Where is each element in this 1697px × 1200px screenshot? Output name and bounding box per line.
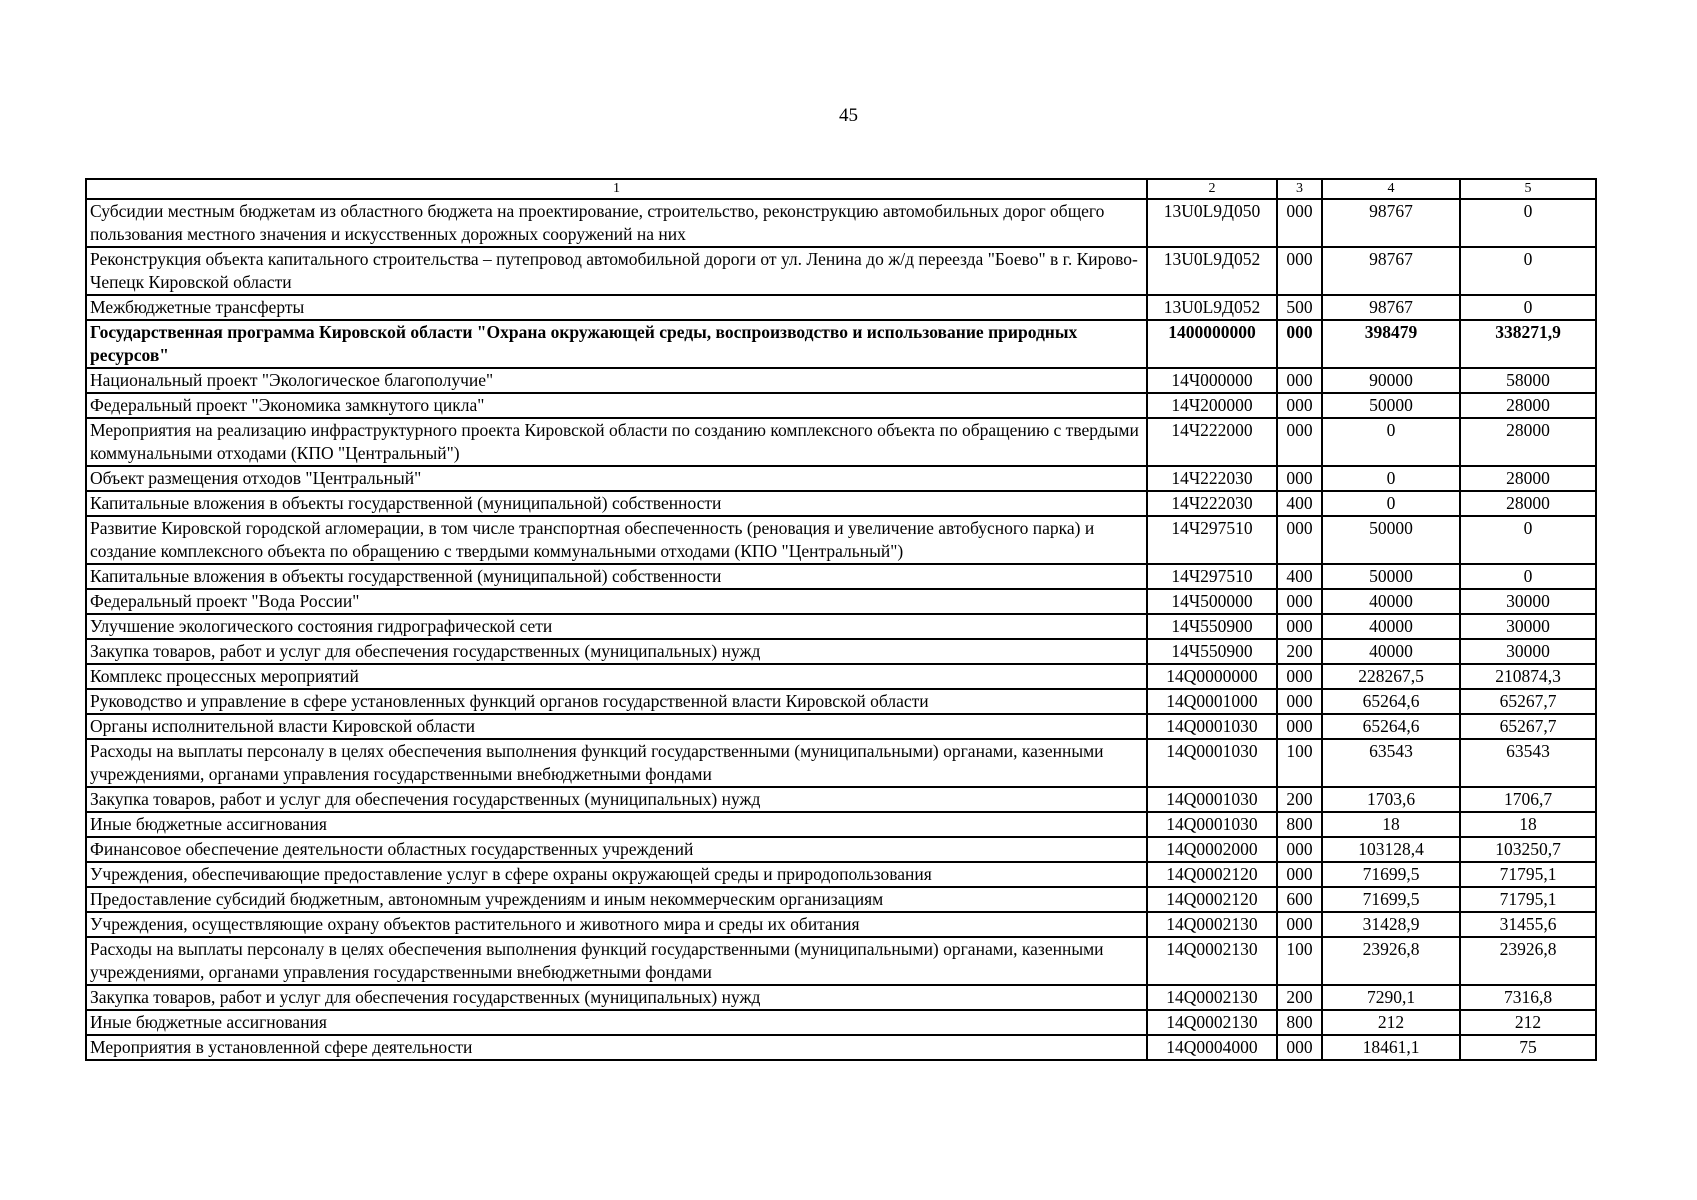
row-amount-col5-cell: 212 [1460, 1010, 1596, 1035]
row-name-cell: Комплекс процессных мероприятий [86, 664, 1147, 689]
row-name-cell: Межбюджетные трансферты [86, 295, 1147, 320]
row-amount-col5-cell: 0 [1460, 295, 1596, 320]
row-expense-type-cell: 000 [1277, 516, 1322, 564]
table-row [86, 862, 1596, 887]
row-amount-col5-cell: 7316,8 [1460, 985, 1596, 1010]
row-amount-col5-cell: 30000 [1460, 639, 1596, 664]
row-code-cell: 14Q0002120 [1147, 887, 1277, 912]
row-expense-type-cell: 100 [1277, 739, 1322, 787]
row-expense-type-cell: 200 [1277, 639, 1322, 664]
row-amount-col5-cell: 71795,1 [1460, 887, 1596, 912]
row-amount-col5-cell: 63543 [1460, 739, 1596, 787]
row-amount-col5-cell: 0 [1460, 564, 1596, 589]
row-expense-type-cell: 000 [1277, 466, 1322, 491]
row-amount-col4-cell: 40000 [1322, 614, 1460, 639]
row-amount-col4-cell: 0 [1322, 491, 1460, 516]
header-col-4: 4 [1322, 179, 1460, 199]
table-row [86, 368, 1596, 393]
row-amount-col4-cell: 98767 [1322, 247, 1460, 295]
row-amount-col5-cell: 0 [1460, 199, 1596, 247]
table-row [86, 1035, 1596, 1060]
row-code-cell: 14Ч000000 [1147, 368, 1277, 393]
table-row [86, 614, 1596, 639]
budget-table [85, 178, 1597, 1061]
row-expense-type-cell: 000 [1277, 418, 1322, 466]
header-col-1: 1 [86, 179, 1147, 199]
table-row [86, 295, 1596, 320]
row-code-cell: 14Ч500000 [1147, 589, 1277, 614]
row-expense-type-cell: 000 [1277, 714, 1322, 739]
row-code-cell: 1400000000 [1147, 320, 1277, 368]
row-code-cell: 14Q0001000 [1147, 689, 1277, 714]
row-name-cell: Государственная программа Кировской области "Охрана окружающей среды, воспроизводство и использование природных ресурсов" [86, 320, 1147, 368]
row-code-cell: 14Ч200000 [1147, 393, 1277, 418]
table-row [86, 564, 1596, 589]
row-expense-type-cell: 000 [1277, 247, 1322, 295]
row-expense-type-cell: 000 [1277, 393, 1322, 418]
row-name-cell: Субсидии местным бюджетам из областного бюджета на проектирование, строительство, реконструкцию автомобильных дорог общего пользования местного значения и искусственных дорожных сооружений на них [86, 199, 1147, 247]
row-code-cell: 14Ч222030 [1147, 491, 1277, 516]
row-name-cell: Расходы на выплаты персоналу в целях обеспечения выполнения функций государственными (муниципальными) органами, казенными учреждениями, органами управления государственными внебюджетными фондами [86, 739, 1147, 787]
row-expense-type-cell: 400 [1277, 564, 1322, 589]
table-row [86, 639, 1596, 664]
row-expense-type-cell: 000 [1277, 1035, 1322, 1060]
row-amount-col4-cell: 18461,1 [1322, 1035, 1460, 1060]
row-name-cell: Расходы на выплаты персоналу в целях обеспечения выполнения функций государственными (муниципальными) органами, казенными учреждениями, органами управления государственными внебюджетными фондами [86, 937, 1147, 985]
table-row [86, 491, 1596, 516]
row-amount-col5-cell: 71795,1 [1460, 862, 1596, 887]
row-code-cell: 14Ч297510 [1147, 564, 1277, 589]
row-code-cell: 14Ч297510 [1147, 516, 1277, 564]
row-amount-col4-cell: 50000 [1322, 516, 1460, 564]
table-row [86, 1010, 1596, 1035]
row-amount-col5-cell: 0 [1460, 516, 1596, 564]
row-amount-col5-cell: 103250,7 [1460, 837, 1596, 862]
row-expense-type-cell: 500 [1277, 295, 1322, 320]
row-amount-col4-cell: 40000 [1322, 589, 1460, 614]
table-row [86, 739, 1596, 787]
table-row [86, 199, 1596, 247]
row-code-cell: 14Ч550900 [1147, 614, 1277, 639]
row-amount-col5-cell: 28000 [1460, 491, 1596, 516]
table-row [86, 664, 1596, 689]
row-amount-col4-cell: 65264,6 [1322, 689, 1460, 714]
row-code-cell: 14Q0002130 [1147, 1010, 1277, 1035]
row-amount-col4-cell: 31428,9 [1322, 912, 1460, 937]
table-row [86, 589, 1596, 614]
row-name-cell: Закупка товаров, работ и услуг для обеспечения государственных (муниципальных) нужд [86, 985, 1147, 1010]
row-expense-type-cell: 400 [1277, 491, 1322, 516]
row-name-cell: Федеральный проект "Вода России" [86, 589, 1147, 614]
table-row [86, 247, 1596, 295]
row-amount-col4-cell: 50000 [1322, 393, 1460, 418]
table-row [86, 985, 1596, 1010]
header-col-3: 3 [1277, 179, 1322, 199]
row-name-cell: Улучшение экологического состояния гидрографической сети [86, 614, 1147, 639]
row-code-cell: 14Ч550900 [1147, 639, 1277, 664]
page-number: 45 [839, 105, 858, 126]
row-name-cell: Развитие Кировской городской агломерации, в том числе транспортная обеспеченность (реновация и увеличение автобусного парка) и создание комплексного объекта по обращению с твердыми коммунальными отходами (КПО "Центральный") [86, 516, 1147, 564]
row-name-cell: Закупка товаров, работ и услуг для обеспечения государственных (муниципальных) нужд [86, 787, 1147, 812]
row-expense-type-cell: 000 [1277, 664, 1322, 689]
row-expense-type-cell: 100 [1277, 937, 1322, 985]
row-name-cell: Иные бюджетные ассигнования [86, 1010, 1147, 1035]
row-amount-col4-cell: 212 [1322, 1010, 1460, 1035]
row-amount-col4-cell: 7290,1 [1322, 985, 1460, 1010]
row-amount-col4-cell: 71699,5 [1322, 887, 1460, 912]
row-amount-col5-cell: 23926,8 [1460, 937, 1596, 985]
row-amount-col4-cell: 90000 [1322, 368, 1460, 393]
row-amount-col5-cell: 28000 [1460, 466, 1596, 491]
row-expense-type-cell: 000 [1277, 912, 1322, 937]
row-name-cell: Федеральный проект "Экономика замкнутого цикла" [86, 393, 1147, 418]
row-amount-col5-cell: 65267,7 [1460, 689, 1596, 714]
row-expense-type-cell: 800 [1277, 1010, 1322, 1035]
table-row [86, 912, 1596, 937]
budget-table-body [86, 179, 1596, 1060]
row-code-cell: 14Q0001030 [1147, 787, 1277, 812]
row-code-cell: 14Q0001030 [1147, 739, 1277, 787]
row-amount-col4-cell: 23926,8 [1322, 937, 1460, 985]
row-amount-col4-cell: 71699,5 [1322, 862, 1460, 887]
row-expense-type-cell: 600 [1277, 887, 1322, 912]
row-code-cell: 14Q0002120 [1147, 862, 1277, 887]
row-name-cell: Реконструкция объекта капитального строительства – путепровод автомобильной дороги от ул. Ленина до ж/д переезда "Боево" в г. Кирово-Чепецк Кировской области [86, 247, 1147, 295]
row-amount-col4-cell: 103128,4 [1322, 837, 1460, 862]
row-code-cell: 14Q0002130 [1147, 985, 1277, 1010]
table-row [86, 837, 1596, 862]
row-code-cell: 14Ч222000 [1147, 418, 1277, 466]
row-amount-col5-cell: 210874,3 [1460, 664, 1596, 689]
row-amount-col4-cell: 228267,5 [1322, 664, 1460, 689]
row-name-cell: Мероприятия на реализацию инфраструктурного проекта Кировской области по созданию комплексного объекта по обращению с твердыми коммунальными отходами (КПО "Центральный") [86, 418, 1147, 466]
row-name-cell: Мероприятия в установленной сфере деятельности [86, 1035, 1147, 1060]
table-row [86, 812, 1596, 837]
row-amount-col5-cell: 0 [1460, 247, 1596, 295]
row-amount-col5-cell: 18 [1460, 812, 1596, 837]
row-name-cell: Руководство и управление в сфере установленных функций органов государственной власти Кировской области [86, 689, 1147, 714]
row-expense-type-cell: 000 [1277, 614, 1322, 639]
table-header-row [86, 179, 1596, 199]
row-amount-col5-cell: 30000 [1460, 589, 1596, 614]
row-amount-col5-cell: 31455,6 [1460, 912, 1596, 937]
row-name-cell: Предоставление субсидий бюджетным, автономным учреждениям и иным некоммерческим организациям [86, 887, 1147, 912]
row-code-cell: 13U0L9Д050 [1147, 199, 1277, 247]
row-code-cell: 14Q0001030 [1147, 812, 1277, 837]
table-row [86, 887, 1596, 912]
row-amount-col4-cell: 50000 [1322, 564, 1460, 589]
row-code-cell: 14Q0002130 [1147, 912, 1277, 937]
row-expense-type-cell: 000 [1277, 320, 1322, 368]
table-row [86, 714, 1596, 739]
row-code-cell: 14Q0002000 [1147, 837, 1277, 862]
row-amount-col5-cell: 28000 [1460, 418, 1596, 466]
row-amount-col4-cell: 98767 [1322, 295, 1460, 320]
row-amount-col4-cell: 398479 [1322, 320, 1460, 368]
row-name-cell: Учреждения, осуществляющие охрану объектов растительного и животного мира и среды их обитания [86, 912, 1147, 937]
row-amount-col5-cell: 30000 [1460, 614, 1596, 639]
row-name-cell: Учреждения, обеспечивающие предоставление услуг в сфере охраны окружающей среды и природопользования [86, 862, 1147, 887]
row-code-cell: 13U0L9Д052 [1147, 295, 1277, 320]
row-name-cell: Объект размещения отходов "Центральный" [86, 466, 1147, 491]
row-code-cell: 14Q0002130 [1147, 937, 1277, 985]
row-amount-col5-cell: 338271,9 [1460, 320, 1596, 368]
row-amount-col5-cell: 75 [1460, 1035, 1596, 1060]
row-expense-type-cell: 000 [1277, 368, 1322, 393]
table-row [86, 787, 1596, 812]
row-expense-type-cell: 000 [1277, 199, 1322, 247]
row-amount-col5-cell: 28000 [1460, 393, 1596, 418]
row-amount-col4-cell: 63543 [1322, 739, 1460, 787]
row-expense-type-cell: 000 [1277, 862, 1322, 887]
table-row [86, 937, 1596, 985]
table-row [86, 418, 1596, 466]
row-amount-col4-cell: 65264,6 [1322, 714, 1460, 739]
row-name-cell: Финансовое обеспечение деятельности областных государственных учреждений [86, 837, 1147, 862]
table-row [86, 320, 1596, 368]
row-expense-type-cell: 000 [1277, 689, 1322, 714]
header-col-5: 5 [1460, 179, 1596, 199]
row-amount-col4-cell: 18 [1322, 812, 1460, 837]
row-amount-col5-cell: 65267,7 [1460, 714, 1596, 739]
row-amount-col4-cell: 0 [1322, 418, 1460, 466]
row-name-cell: Капитальные вложения в объекты государственной (муниципальной) собственности [86, 564, 1147, 589]
row-expense-type-cell: 800 [1277, 812, 1322, 837]
row-code-cell: 14Q0004000 [1147, 1035, 1277, 1060]
row-amount-col5-cell: 1706,7 [1460, 787, 1596, 812]
row-amount-col5-cell: 58000 [1460, 368, 1596, 393]
row-name-cell: Национальный проект "Экологическое благополучие" [86, 368, 1147, 393]
row-expense-type-cell: 200 [1277, 985, 1322, 1010]
row-amount-col4-cell: 40000 [1322, 639, 1460, 664]
table-row [86, 466, 1596, 491]
row-name-cell: Капитальные вложения в объекты государственной (муниципальной) собственности [86, 491, 1147, 516]
table-row [86, 516, 1596, 564]
row-code-cell: 14Q0001030 [1147, 714, 1277, 739]
row-amount-col4-cell: 98767 [1322, 199, 1460, 247]
table-row [86, 393, 1596, 418]
row-code-cell: 14Q0000000 [1147, 664, 1277, 689]
row-code-cell: 13U0L9Д052 [1147, 247, 1277, 295]
header-col-2: 2 [1147, 179, 1277, 199]
row-name-cell: Органы исполнительной власти Кировской области [86, 714, 1147, 739]
row-expense-type-cell: 000 [1277, 837, 1322, 862]
row-name-cell: Иные бюджетные ассигнования [86, 812, 1147, 837]
row-name-cell: Закупка товаров, работ и услуг для обеспечения государственных (муниципальных) нужд [86, 639, 1147, 664]
row-amount-col4-cell: 1703,6 [1322, 787, 1460, 812]
table-row [86, 689, 1596, 714]
row-amount-col4-cell: 0 [1322, 466, 1460, 491]
row-code-cell: 14Ч222030 [1147, 466, 1277, 491]
row-expense-type-cell: 200 [1277, 787, 1322, 812]
row-expense-type-cell: 000 [1277, 589, 1322, 614]
